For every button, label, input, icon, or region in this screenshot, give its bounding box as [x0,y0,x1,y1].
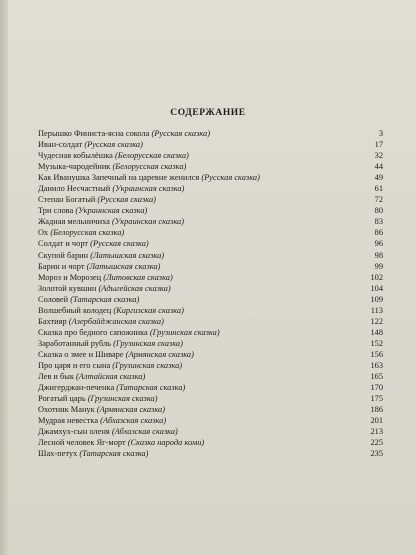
toc-entry [38,139,383,150]
story-title: Заработанный рубль [38,338,112,348]
toc-entry [38,238,383,249]
toc-entry [38,382,383,393]
toc-entry [38,360,383,371]
page-number: 113 [370,305,383,315]
story-origin: (Русская сказка) [84,140,143,150]
page-number: 213 [370,427,383,437]
toc-entry-text [38,437,204,448]
page-number: 99 [374,261,383,271]
page-number: 175 [370,394,383,404]
story-origin: (Татарская сказка) [116,383,186,393]
story-title: Перышко Финиста-ясна сокола [38,129,150,138]
story-title: Мудрая невестка [38,416,99,426]
page-number: 109 [370,294,383,304]
toc-entry [38,261,383,272]
toc-entry [38,393,383,404]
toc-entry [38,227,383,238]
toc-entry-text [38,316,164,327]
story-origin: (Латышская сказка) [90,250,165,260]
story-origin: (Русская сказка) [151,129,210,138]
story-origin: (Абхазская сказка) [111,427,178,437]
story-title: Барин и чорт [38,261,85,271]
toc-entry [38,272,383,283]
story-origin: (Русская сказка) [97,195,156,205]
page-number: 122 [370,316,383,326]
story-origin: (Украинская сказка) [75,206,148,216]
toc-entry-text [38,216,184,227]
page-number: 148 [370,327,383,337]
page-number: 17 [374,140,383,150]
toc-entry-text [38,382,185,393]
story-origin: (Киргизская сказка) [113,305,184,315]
toc-entry-text [38,371,145,382]
story-title: Как Иванушка Запечный на царевне женился [38,173,200,183]
story-origin: (Грузинская сказка) [87,394,158,404]
toc-entry [38,216,383,227]
toc-entry-text [38,261,160,272]
page-number: 102 [370,272,383,282]
toc-entry-text [38,172,260,183]
toc-entry [38,194,383,205]
toc-entry-text [38,194,156,205]
page-number: 235 [370,449,383,459]
page-number: 32 [374,151,383,161]
toc-entry-text [38,238,149,249]
story-title: Бахтияр [38,316,67,326]
toc-entry-text [38,283,171,294]
toc-entry [38,183,383,194]
page-spine-shadow [0,0,8,555]
toc-entry [38,327,383,338]
page-number: 152 [370,338,383,348]
table-of-contents [38,128,383,459]
story-origin: (Татарская сказка) [79,449,149,459]
page-number: 49 [374,173,383,183]
story-origin: (Армянская сказка) [96,405,166,415]
toc-entry [38,294,383,305]
story-origin: (Алтайская сказка) [76,372,146,382]
story-title: Шах-петух [38,449,78,459]
toc-entry [38,437,383,448]
toc-entry-text [38,426,178,437]
story-origin: (Грузинская сказка) [112,360,183,370]
story-origin: (Армянская сказка) [125,349,194,359]
story-title: Солдат и чорт [38,239,89,249]
story-title: Скупой барин [38,250,89,260]
toc-entry [38,415,383,426]
page-number: 44 [374,162,383,172]
story-origin: (Украинская сказка) [111,217,185,227]
toc-entry-text [38,349,194,360]
story-title: Джамхух-сын оленя [38,427,110,437]
toc-entry [38,371,383,382]
story-title: Музыка-чародейник [38,162,111,172]
story-origin: (Русская сказка) [201,173,260,183]
toc-entry-text [38,305,184,316]
story-title: Жадная мельничиха [38,217,110,227]
story-origin: (Грузинская сказка) [113,338,183,348]
story-title: Сказка про бедного сапожника [38,327,148,337]
story-title: Данило Несчастный [38,184,111,194]
toc-entry [38,128,383,139]
story-title: Ох [38,228,49,238]
toc-entry [38,338,383,349]
story-origin: (Татарская сказка) [70,294,140,304]
story-title: Волшебный колодец [38,305,112,315]
toc-entry-text [38,150,189,161]
story-title: Лесной человек Яг-морт [38,438,126,448]
story-origin: (Русская сказка) [90,239,149,249]
page-number: 83 [374,217,383,227]
story-origin: (Белорусская сказка) [114,151,189,161]
page-number: 165 [370,372,383,382]
toc-entry-text [38,272,173,283]
toc-entry-text [38,338,183,349]
page-number: 86 [374,228,383,238]
story-title: Соловей [38,294,69,304]
toc-entry [38,172,383,183]
page-number: 156 [370,349,383,359]
story-origin: (Азербайджанская сказка) [68,316,164,326]
page-number: 96 [374,239,383,249]
page-number: 225 [370,438,383,448]
toc-entry-text [38,404,165,415]
toc-entry [38,305,383,316]
story-origin: (Латышская сказка) [86,261,161,271]
toc-entry [38,161,383,172]
toc-entry-text [38,448,148,459]
toc-entry-text [38,360,182,371]
story-title: Мороз и Морозец [38,272,102,282]
toc-entry [38,316,383,327]
toc-entry-text [38,139,143,150]
toc-entry [38,250,383,261]
toc-entry-text [38,128,210,139]
page-number: 163 [370,360,383,370]
toc-entry-text [38,250,164,261]
story-title: Рогатый царь [38,394,86,404]
page-number: 170 [370,383,383,393]
page-number: 80 [374,206,383,216]
story-title: Три слова [38,206,74,216]
page-number: 61 [374,184,383,194]
toc-entry-text [38,205,147,216]
story-title: Охотник Манук [38,405,95,415]
story-title: Иван-солдат [38,140,83,150]
toc-entry-text [38,327,220,338]
story-title: Чудесная кобылёшка [38,151,113,161]
toc-entry [38,150,383,161]
page-title: СОДЕРЖАНИЕ [170,108,246,118]
story-title: Про царя и его сына [38,360,111,370]
story-origin: (Грузинская сказка) [149,327,220,337]
page-number: 72 [374,195,383,205]
story-title: Степан Богатый [38,195,96,205]
toc-entry [38,283,383,294]
toc-entry [38,205,383,216]
toc-entry [38,448,383,459]
story-origin: (Белорусская сказка) [112,162,187,172]
story-title: Золотой кувшин [38,283,97,293]
page-number: 104 [370,283,383,293]
page-number: 3 [378,129,383,138]
story-origin: (Адыгейская сказка) [98,283,171,293]
story-title: Сказка о змее и Шиваре [38,349,124,359]
story-title: Лев и бык [38,372,74,382]
toc-entry-text [38,183,184,194]
toc-entry-text [38,227,124,238]
page-number: 98 [374,250,383,260]
story-origin: (Литовская сказка) [103,272,173,282]
toc-entry-text [38,161,186,172]
toc-entry [38,349,383,360]
toc-entry [38,404,383,415]
toc-entry [38,426,383,437]
story-origin: (Сказка народа коми) [127,438,205,448]
toc-entry-text [38,294,139,305]
page-number: 201 [370,416,383,426]
page-number: 186 [370,405,383,415]
toc-entry-text [38,415,166,426]
toc-entry-text [38,393,158,404]
story-origin: (Белорусская сказка) [50,228,125,238]
story-origin: (Украинская сказка) [112,184,185,194]
story-origin: (Абхазская сказка) [100,416,167,426]
story-title: Джигерджан-печенка [38,383,115,393]
